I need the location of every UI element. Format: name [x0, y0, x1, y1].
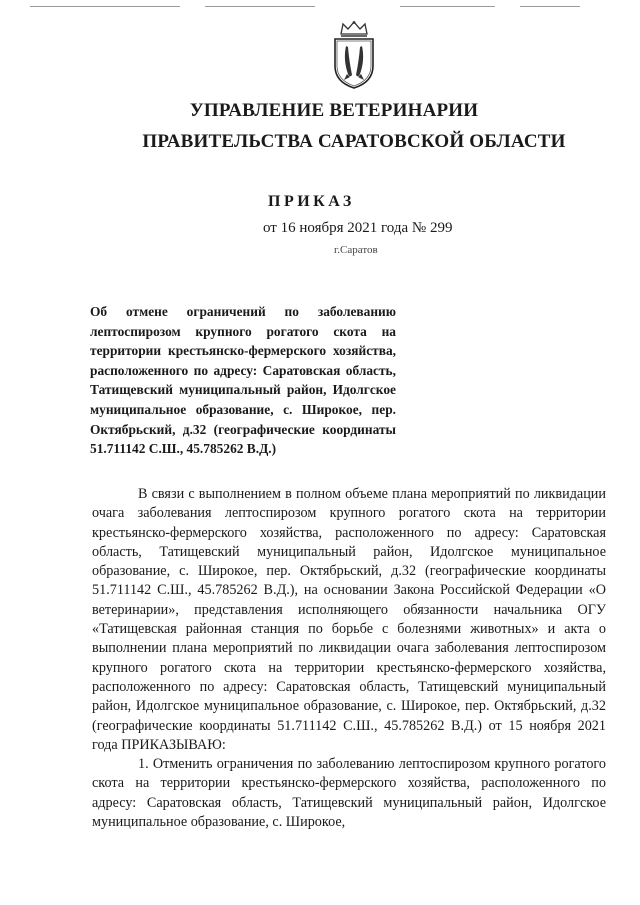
- order-preamble: В связи с выполнением в полном объеме плана мероприятий по ликвидации очага заболевания лептоспирозом крупного рогатого скота на территории крестьянско-фермерского хозяйства, расположенного по адресу: Саратовская область, Татищевский муниципальный район, Идолгское муниципальное образование, с. Широкое, пер. Октябрьский, д.32 (географические координаты 51.711142 С.Ш., 45.785262 В.Д.), на основании Закона Российской Федерации «О ветеринарии», представления исполняющего обязанности начальника ОГУ «Татищевская районная станция по борьбе с болезнями животных» и акта о выполнении плана мероприятий по ликвидации очага заболевания лептоспирозом крупного рогатого скота на территории крестьянско-фермерского хозяйства, расположенного по адресу: Саратовская область, Татищевский муниципальный район, Идолгское муниципальное образование, с. Широкое, пер. Октябрьский, д.32 (географические координаты 51.711142 С.Ш., 45.785262 В.Д.) от 15 ноября 2021 года ПРИКАЗЫВАЮ:: [92, 486, 606, 753]
- scan-artifact-line: [30, 6, 180, 7]
- order-item-1: 1. Отменить ограничения по заболеванию лептоспирозом крупного рогатого скота на территории крестьянско-фермерского хозяйства, расположенного по адресу: Саратовская область, Татищевский муниципальный район, Идолгское муниципальное образование, с. Широкое,: [92, 756, 606, 831]
- scan-artifact-line: [520, 6, 580, 7]
- scan-artifact-line: [400, 6, 495, 7]
- scan-artifact-line: [205, 6, 315, 7]
- order-date-number: от 16 ноября 2021 года № 299: [263, 220, 453, 236]
- order-city: г.Саратов: [334, 244, 378, 256]
- organization-name-line1: УПРАВЛЕНИЕ ВЕТЕРИНАРИИ: [189, 100, 479, 121]
- saratov-oblast-coat-of-arms-icon: [331, 20, 377, 90]
- organization-name-line2: ПРАВИТЕЛЬСТВА САРАТОВСКОЙ ОБЛАСТИ: [142, 131, 566, 152]
- order-title: ПРИКАЗ: [268, 193, 355, 210]
- order-body: [92, 485, 606, 832]
- order-subject: Об отмене ограничений по заболеванию лептоспирозом крупного рогатого скота на территории крестьянско-фермерского хозяйства, расположенного по адресу: Саратовская область, Татищевский муниципальный район, Идолгское муниципальное образование, с. Широкое, пер. Октябрьский, д.32 (географические координаты 51.711142 С.Ш., 45.785262 В.Д.): [90, 304, 396, 457]
